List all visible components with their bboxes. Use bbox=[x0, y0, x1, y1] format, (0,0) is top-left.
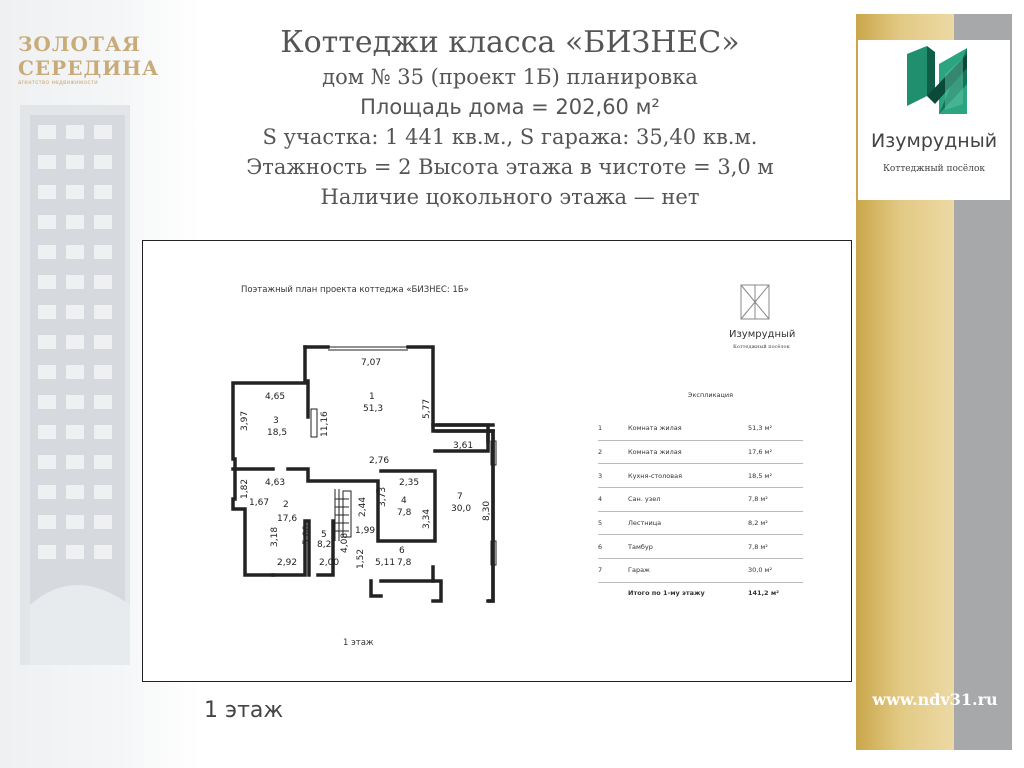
row-number: 1 bbox=[598, 424, 603, 433]
dim-8-30: 8,30 bbox=[482, 500, 492, 521]
dim-11-16: 11,16 bbox=[320, 411, 330, 437]
dim-1-82: 1,82 bbox=[240, 478, 250, 499]
room-4-number: 4 bbox=[401, 496, 407, 506]
plan-emblem-icon bbox=[741, 285, 769, 319]
room-5-area: 8,2 bbox=[317, 540, 332, 550]
dim-2-76: 2,76 bbox=[369, 456, 390, 466]
izumrudny-emblem-icon bbox=[905, 44, 969, 116]
basement-info: Наличие цокольного этажа — нет bbox=[320, 185, 700, 209]
row-value: 30,0 м² bbox=[748, 566, 773, 575]
row-value: 7,8 м² bbox=[748, 495, 768, 504]
room-1-number: 1 bbox=[369, 392, 375, 402]
zolotaya-seredina-logo bbox=[18, 32, 160, 86]
room-5-number: 5 bbox=[321, 530, 327, 540]
table-row bbox=[598, 464, 803, 488]
plan-logo-subtitle: Коттеджный посёлок bbox=[733, 344, 790, 350]
row-value: 18,5 м² bbox=[748, 471, 773, 480]
row-number: 5 bbox=[598, 519, 603, 528]
dim-3-73: 3,73 bbox=[378, 486, 388, 507]
brand-line-3: агентство недвижимости bbox=[18, 80, 99, 86]
dim-3-34: 3,34 bbox=[422, 508, 432, 529]
dim-7-07: 7,07 bbox=[361, 358, 382, 368]
room-1-area: 51,3 bbox=[363, 404, 384, 414]
table-row bbox=[598, 512, 803, 536]
house-number: дом № 35 (проект 1Б) планировка bbox=[322, 65, 698, 89]
floors-info: Этажность = 2 Высота этажа в чистоте = 3,0 м bbox=[246, 155, 774, 179]
row-name: Сан. узел bbox=[628, 495, 661, 504]
dim-2-00: 2,00 bbox=[319, 558, 340, 568]
row-name: Тамбур bbox=[628, 542, 653, 551]
room-4-area: 7,8 bbox=[397, 508, 412, 518]
plot-area: S участка: 1 441 кв.м., S гаража: 35,40 кв.м. bbox=[262, 125, 758, 149]
room-7-number: 7 bbox=[457, 492, 463, 502]
total-label: Итого по 1-му этажу bbox=[628, 588, 705, 597]
row-name: Лестница bbox=[628, 519, 662, 528]
row-value: 17,6 м² bbox=[748, 448, 773, 457]
building-image bbox=[10, 105, 140, 665]
izumrudny-name: Изумрудный bbox=[870, 130, 998, 152]
dim-2-44: 2,44 bbox=[358, 496, 368, 517]
room-3-area: 18,5 bbox=[267, 428, 288, 438]
page-title: Коттеджи класса «БИЗНЕС» bbox=[280, 25, 740, 60]
table-total-row bbox=[598, 583, 803, 603]
row-number: 4 bbox=[598, 495, 603, 504]
total-value: 141,2 м² bbox=[748, 588, 779, 597]
row-name: Комната жилая bbox=[628, 424, 682, 433]
table-row bbox=[598, 441, 803, 465]
row-number: 6 bbox=[598, 542, 603, 551]
room-6-area: 7,8 bbox=[397, 558, 412, 568]
explication-table bbox=[598, 391, 803, 603]
table-row bbox=[598, 559, 803, 583]
room-2-area: 17,6 bbox=[277, 514, 298, 524]
row-name: Гараж bbox=[628, 566, 650, 575]
dim-4-65: 4,65 bbox=[265, 392, 286, 402]
row-value: 7,8 м² bbox=[748, 542, 768, 551]
room-2-number: 2 bbox=[283, 500, 289, 510]
table-row bbox=[598, 417, 803, 441]
dim-3-61: 3,61 bbox=[453, 441, 474, 451]
house-area: Площадь дома = 202,60 м² bbox=[360, 95, 660, 119]
dim-5-00: 5,00 bbox=[302, 524, 312, 545]
izumrudny-subtitle: Коттеджный посёлок bbox=[882, 164, 986, 174]
dim-1-67: 1,67 bbox=[249, 498, 270, 508]
floor-plan-image bbox=[142, 240, 852, 682]
room-7-area: 30,0 bbox=[451, 504, 472, 514]
floor-caption: 1 этаж bbox=[204, 698, 284, 723]
row-number: 3 bbox=[598, 471, 603, 480]
brand-line-1: ЗОЛОТАЯ bbox=[18, 32, 141, 56]
plan-logo-name: Изумрудный bbox=[729, 329, 796, 340]
dim-4-08: 4,08 bbox=[340, 532, 350, 553]
room-3-number: 3 bbox=[273, 416, 279, 426]
brand-line-2: СЕРЕДИНА bbox=[18, 56, 160, 80]
table-row bbox=[598, 535, 803, 559]
table-row bbox=[598, 488, 803, 512]
dim-3-18: 3,18 bbox=[270, 526, 280, 547]
dim-1-99: 1,99 bbox=[355, 526, 376, 536]
row-value: 8,2 м² bbox=[748, 519, 768, 528]
row-name: Комната жилая bbox=[628, 448, 682, 457]
plan-floor-label: 1 этаж bbox=[343, 638, 374, 648]
website-link[interactable]: www.ndv31.ru bbox=[872, 690, 998, 709]
plan-title: Поэтажный план проекта коттеджа «БИЗНЕС: 1Б» bbox=[241, 285, 469, 295]
row-number: 2 bbox=[598, 448, 603, 457]
room-6-number: 6 bbox=[399, 546, 405, 556]
dim-5-77: 5,77 bbox=[422, 398, 432, 419]
dim-2-35: 2,35 bbox=[399, 478, 420, 488]
explication-title: Экспликация bbox=[687, 391, 734, 399]
dim-4-63: 4,63 bbox=[265, 478, 286, 488]
page-header bbox=[180, 24, 840, 212]
dim-3-97: 3,97 bbox=[240, 410, 250, 431]
dim-5-11: 5,11 bbox=[375, 558, 396, 568]
dim-2-92: 2,92 bbox=[277, 558, 298, 568]
dim-1-52: 1,52 bbox=[356, 548, 366, 569]
row-value: 51,3 м² bbox=[748, 424, 773, 433]
row-number: 7 bbox=[598, 566, 603, 575]
row-name: Кухня-столовая bbox=[628, 471, 683, 480]
